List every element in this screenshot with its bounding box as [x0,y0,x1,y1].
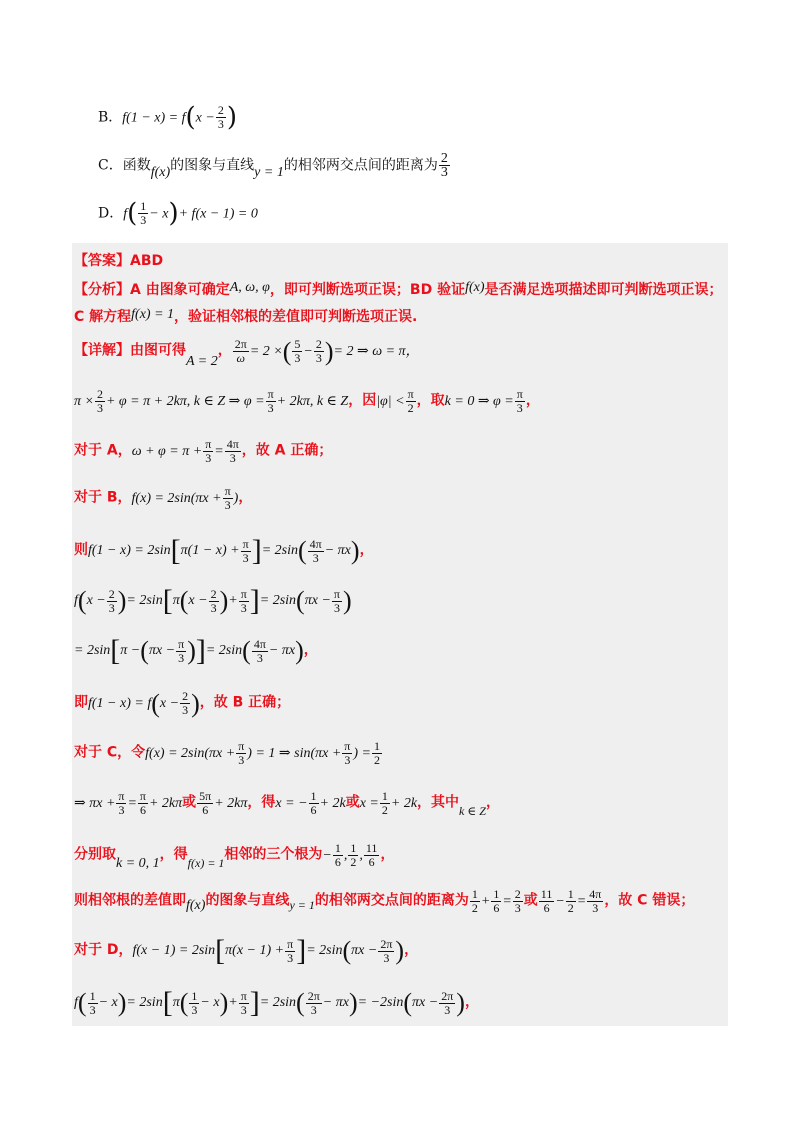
option-d-rest1: − x [149,206,169,222]
option-d-rest2: + f(x − 1) = 0 [178,206,258,222]
c-y1: y = 1 [289,897,315,912]
case-c-line-3: 分别取k = 0, 1，得f(x) = 1相邻的三个根为− $\frac{1}{6}$ , $\frac{1}{2}$ , $\frac{11}{6}$ ， [74,841,395,871]
answer-line: 【答案】ABD [74,253,164,269]
option-c-text2: 的相邻两交点间的距离为 [283,157,438,174]
analysis-line-1: 【分析】A 由图象可确定A, ω, φ，即可判断选项正误；BD 验证f(x)是否满足选项描述即可判断选项正误； [74,280,723,298]
option-b-inner: x − [195,110,215,126]
case-d-line-1: 对于 D，f(x − 1) = 2sin[π(x − 1) + $\frac{\pi}{3}$ ]= 2sin(πx − $\frac{2\pi}{3}$ )， [74,934,419,967]
option-c-y1: y = 1 [254,164,284,180]
analysis-eq: f(x) = 1 [131,307,175,322]
case-b-line-3: f(x − $\frac{2}{3}$ )= 2sin[π(x − $\frac{2}{3}$ )+ $\frac{\pi}{3}$ ]= 2sin(πx − $\frac{\pi}{3}$ ) [74,584,352,617]
option-b-label: B． [98,109,123,126]
option-c-label: C．函数 [98,157,151,174]
case-b-line-2: 则f(1 − x) = 2sin[π(1 − x) + $\frac{\pi}{3}$ ]= 2sin( $\frac{4\pi}{3}$ − πx)， [74,534,374,567]
option-c [98,152,451,179]
case-c-line-2: ⇒ πx + $\frac{\pi}{3}$ = $\frac{\pi}{6}$ + 2kπ或 $\frac{5\pi}{6}$ + 2kπ，得x = − $\frac{1}{6}$ + 2k或x = $\frac{1}{2}$ + 2k，其中k ∈ Z， [74,789,500,818]
option-d-fraction: $\frac{1}{3}$ [140,199,147,227]
option-d-f: f [123,206,128,222]
fx-equals-1: f(x) = 1 [187,855,225,870]
k-in-z: k ∈ Z [459,803,486,818]
option-c-text1: 的图象与直线 [170,157,255,174]
detail-line-2: π × $\frac{2}{3}$ + φ = π + 2kπ, k ∈ Z ⇒ φ = $\frac{\pi}{3}$ + 2kπ, k ∈ Z，因|φ| < $\frac{\pi}{2}$ ，取k = 0 ⇒ φ = $\frac{\pi}{3}$ ， [74,387,540,415]
case-b-line-4: = 2sin[π −(πx − $\frac{\pi}{3}$ )]= 2sin( $\frac{4\pi}{3}$ − πx)， [74,634,318,667]
case-b-line-1: 对于 B，f(x) = 2sin(πx + $\frac{\pi}{3}$ )， [74,484,253,512]
option-d: D．f( $\frac{1}{3}$ − x)+ f(x − 1) = 0 [98,198,258,229]
detail-line-1: 【详解】由图可得A = 2， $\frac{2\pi}{\omega}$ = 2 ×( $\frac{5}{3}$ − $\frac{2}{3}$ )= 2 ⇒ ω = π， [74,336,420,369]
option-d-label: D． [98,205,124,222]
option-c-fraction: $\frac{2}{3}$ [440,151,448,180]
case-d-line-2: f( $\frac{1}{3}$ − x)= 2sin[π( $\frac{1}{3}$ − x)+ $\frac{\pi}{3}$ ]= 2sin( $\frac{2\pi}{3}$ − πx)= −2sin(πx − $\frac{2\pi}{3}$ )， [74,986,479,1019]
option-c-fx: f(x) [150,164,171,180]
case-c-line-4: 则相邻根的差值即f(x)的图象与直线y = 1的相邻两交点间的距离为 $\frac{1}{2}$ + $\frac{1}{6}$ = $\frac{2}{3}$ 或 $\frac{11}{6}$ − $\frac{1}{2}$ = $\frac{4\pi}{3}$ ，故 C 错误； [74,887,695,915]
detail-a: A = 2 [186,353,218,369]
option-b-lhs: f(1 − x) = f [122,110,186,126]
option-b: B．f(1 − x) = f(x − $\frac{2}{3}$ ) [98,102,237,133]
analysis-vars: A, ω, φ [229,280,270,295]
c-fx: f(x) [186,897,206,913]
option-b-fraction: $\frac{2}{3}$ [217,103,224,131]
case-c-line-1: 对于 C，令f(x) = 2sin(πx + $\frac{\pi}{3}$ ) = 1 ⇒ sin(πx + $\frac{\pi}{3}$ ) = $\frac{1}{2}$ [74,739,380,767]
analysis-line-2: C 解方程f(x) = 1，验证相邻根的差值即可判断选项正误. [74,307,418,325]
case-b-line-5: 即f(1 − x) = f(x − $\frac{2}{3}$ )，故 B 正确； [74,688,291,718]
case-a-line: 对于 A，ω + φ = π + $\frac{\pi}{3}$ = $\frac{4\pi}{3}$ ，故 A 正确； [74,437,333,465]
analysis-fx: f(x) [465,280,485,295]
k-values: k = 0, 1 [116,855,160,871]
